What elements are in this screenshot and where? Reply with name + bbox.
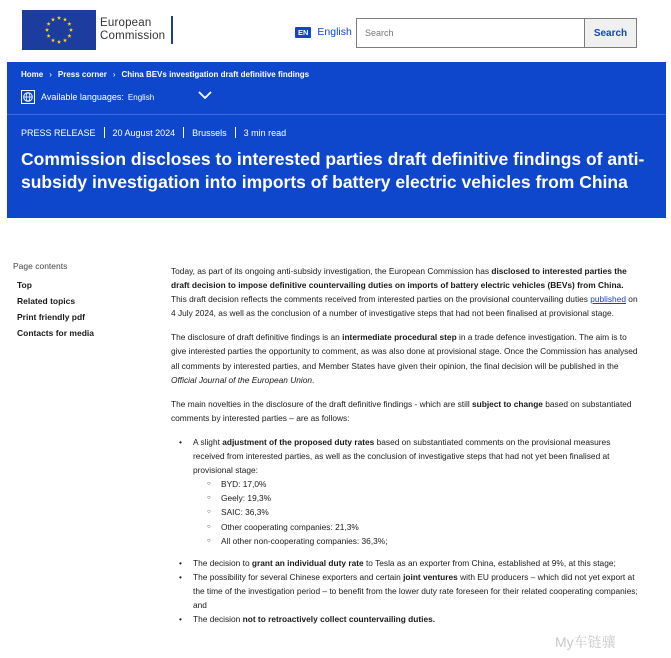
- text-bold: disclosed to interested parties the draft decision to impose definitive countervailing duties on imports of battery electric vehicles (BEVs) from China.: [171, 266, 627, 291]
- list-item: [179, 570, 641, 612]
- text: The disclosure of draft definitive findings is an: [171, 332, 343, 343]
- meta-date: 20 August 2024: [112, 127, 176, 138]
- text: The possibility for several Chinese exporters and certain: [193, 571, 404, 582]
- ec-logo[interactable]: [22, 10, 173, 50]
- flag-star: [57, 40, 61, 44]
- list-item: ○ Other cooperating companies: 21,3%: [207, 520, 641, 534]
- watermark-text: My车链骧: [555, 634, 616, 650]
- list-item: ○ BYD: 17,0%: [207, 477, 641, 491]
- page-contents-top[interactable]: Top: [17, 280, 32, 290]
- page-contents-nav: [13, 261, 143, 344]
- available-language: English: [127, 92, 155, 102]
- site-header: [0, 0, 671, 60]
- text: The decision: [193, 614, 243, 625]
- flag-star: [47, 34, 51, 38]
- language-switcher[interactable]: [295, 26, 352, 38]
- search-input[interactable]: [357, 19, 584, 47]
- meta-location: Brussels: [192, 127, 227, 138]
- watermark: [555, 632, 616, 652]
- list-item: [179, 435, 641, 548]
- text: based on substantiated comments on the provisional measures received from interested parties, as well as the conclusion of investigative steps that had not yet been finalised at provisional stage:: [193, 436, 611, 476]
- text: .: [312, 374, 315, 385]
- text: with EU producers – which did not yet export at the time of the investigation period – to benefit from the lower duty rate foreseen for their related cooperating companies; and: [193, 571, 638, 610]
- page-contents-related-topics[interactable]: Related topics: [17, 296, 76, 306]
- list-item: [179, 556, 641, 570]
- flag-star: [45, 28, 49, 32]
- text: The decision to: [193, 557, 252, 568]
- paragraph-intro: [171, 264, 641, 320]
- logo-line-1: European: [100, 17, 152, 29]
- globe-icon: [21, 90, 35, 104]
- list-item: ○ Geely: 19,3%: [207, 491, 641, 505]
- flag-star: [51, 17, 55, 21]
- language-icon: EN: [295, 27, 311, 38]
- breadcrumb-current: China BEVs investigation draft definitive findings: [121, 70, 310, 79]
- text: to Tesla as an exporter from China, established at 9%, at this stage;: [363, 557, 616, 568]
- text-bold: joint ventures: [403, 571, 458, 582]
- text: A slight: [193, 436, 223, 447]
- page-banner: [7, 62, 666, 218]
- eu-flag-icon: [22, 10, 96, 50]
- list-item: ○ SAIC: 36,3%: [207, 505, 641, 519]
- flag-star: [67, 34, 71, 38]
- page-title: Commission discloses to interested parties draft definitive findings of anti-subsidy investigation into imports of battery electric vehicles from China: [21, 149, 645, 192]
- logo-text: [100, 17, 165, 43]
- page-contents-label: Page contents: [13, 261, 68, 271]
- flag-star: [63, 38, 67, 42]
- list-item: ○ All other non-cooperating companies: 36,3%;: [207, 534, 641, 548]
- article-meta: [21, 127, 286, 138]
- text-bold: intermediate procedural step: [342, 332, 457, 343]
- language-label: English: [317, 26, 352, 38]
- text-bold: not to retroactively collect countervailing duties.: [242, 614, 436, 625]
- text-bold: adjustment of the proposed duty rates: [222, 436, 375, 447]
- flag-star: [57, 16, 61, 20]
- chevron-right-icon: ›: [112, 70, 116, 79]
- meta-separator: [235, 127, 236, 138]
- logo-line-2: Commission: [100, 30, 166, 42]
- chevron-down-icon[interactable]: [197, 90, 213, 100]
- list-item: [179, 612, 641, 626]
- novelties-list: [179, 435, 641, 626]
- text: based on substantiated comments by interested parties – are as follows:: [171, 398, 632, 423]
- meta-separator: [183, 127, 184, 138]
- text-bold: grant an individual duty rate: [251, 557, 364, 568]
- paragraph-novelties: [171, 397, 641, 425]
- available-languages[interactable]: [21, 90, 154, 104]
- search-form: [356, 18, 637, 48]
- text: Today, as part of its ongoing anti-subsidy investigation, the European Commission has: [171, 266, 492, 276]
- text-bold: subject to change: [472, 398, 543, 409]
- banner-divider: [7, 114, 666, 115]
- text: on 4 July 2024, as well as the conclusion of a number of investigative steps that had not been finalised at provisional stage.: [171, 294, 638, 319]
- paragraph-procedure: [171, 330, 641, 386]
- available-languages-label: Available languages:: [41, 92, 124, 102]
- breadcrumb: [21, 70, 309, 79]
- logo-divider: [171, 16, 173, 44]
- flag-star: [69, 28, 73, 32]
- published-link[interactable]: published: [590, 294, 626, 305]
- text: in a trade defence investigation. The aim is to give interested parties the opportunity to comment, as was also done at provisional stage. Once the Commission has analysed all comments by interested parties, and Member States have given their opinion, the final decision will be published in the: [171, 332, 638, 371]
- duty-rates-list: [207, 477, 641, 547]
- breadcrumb-home[interactable]: Home: [21, 70, 44, 79]
- flag-star: [47, 22, 51, 26]
- text: The main novelties in the disclosure of the draft definitive findings - which are still: [171, 398, 472, 409]
- page-contents-print-pdf[interactable]: Print friendly pdf: [17, 312, 85, 322]
- flag-star: [63, 17, 67, 21]
- flag-star: [67, 22, 71, 26]
- text: This draft decision reflects the comments received from interested parties on the provisional countervailing duties: [171, 294, 591, 305]
- search-button[interactable]: Search: [584, 19, 636, 47]
- text-italic: Official Journal of the European Union: [171, 374, 313, 385]
- meta-separator: [104, 127, 105, 138]
- meta-read-time: 3 min read: [243, 127, 287, 138]
- breadcrumb-press-corner[interactable]: Press corner: [57, 70, 107, 79]
- page-contents-contacts[interactable]: Contacts for media: [17, 328, 94, 338]
- meta-type: PRESS RELEASE: [21, 127, 96, 138]
- chevron-right-icon: ›: [49, 70, 52, 79]
- flag-star: [51, 38, 55, 42]
- article-body: [171, 264, 641, 626]
